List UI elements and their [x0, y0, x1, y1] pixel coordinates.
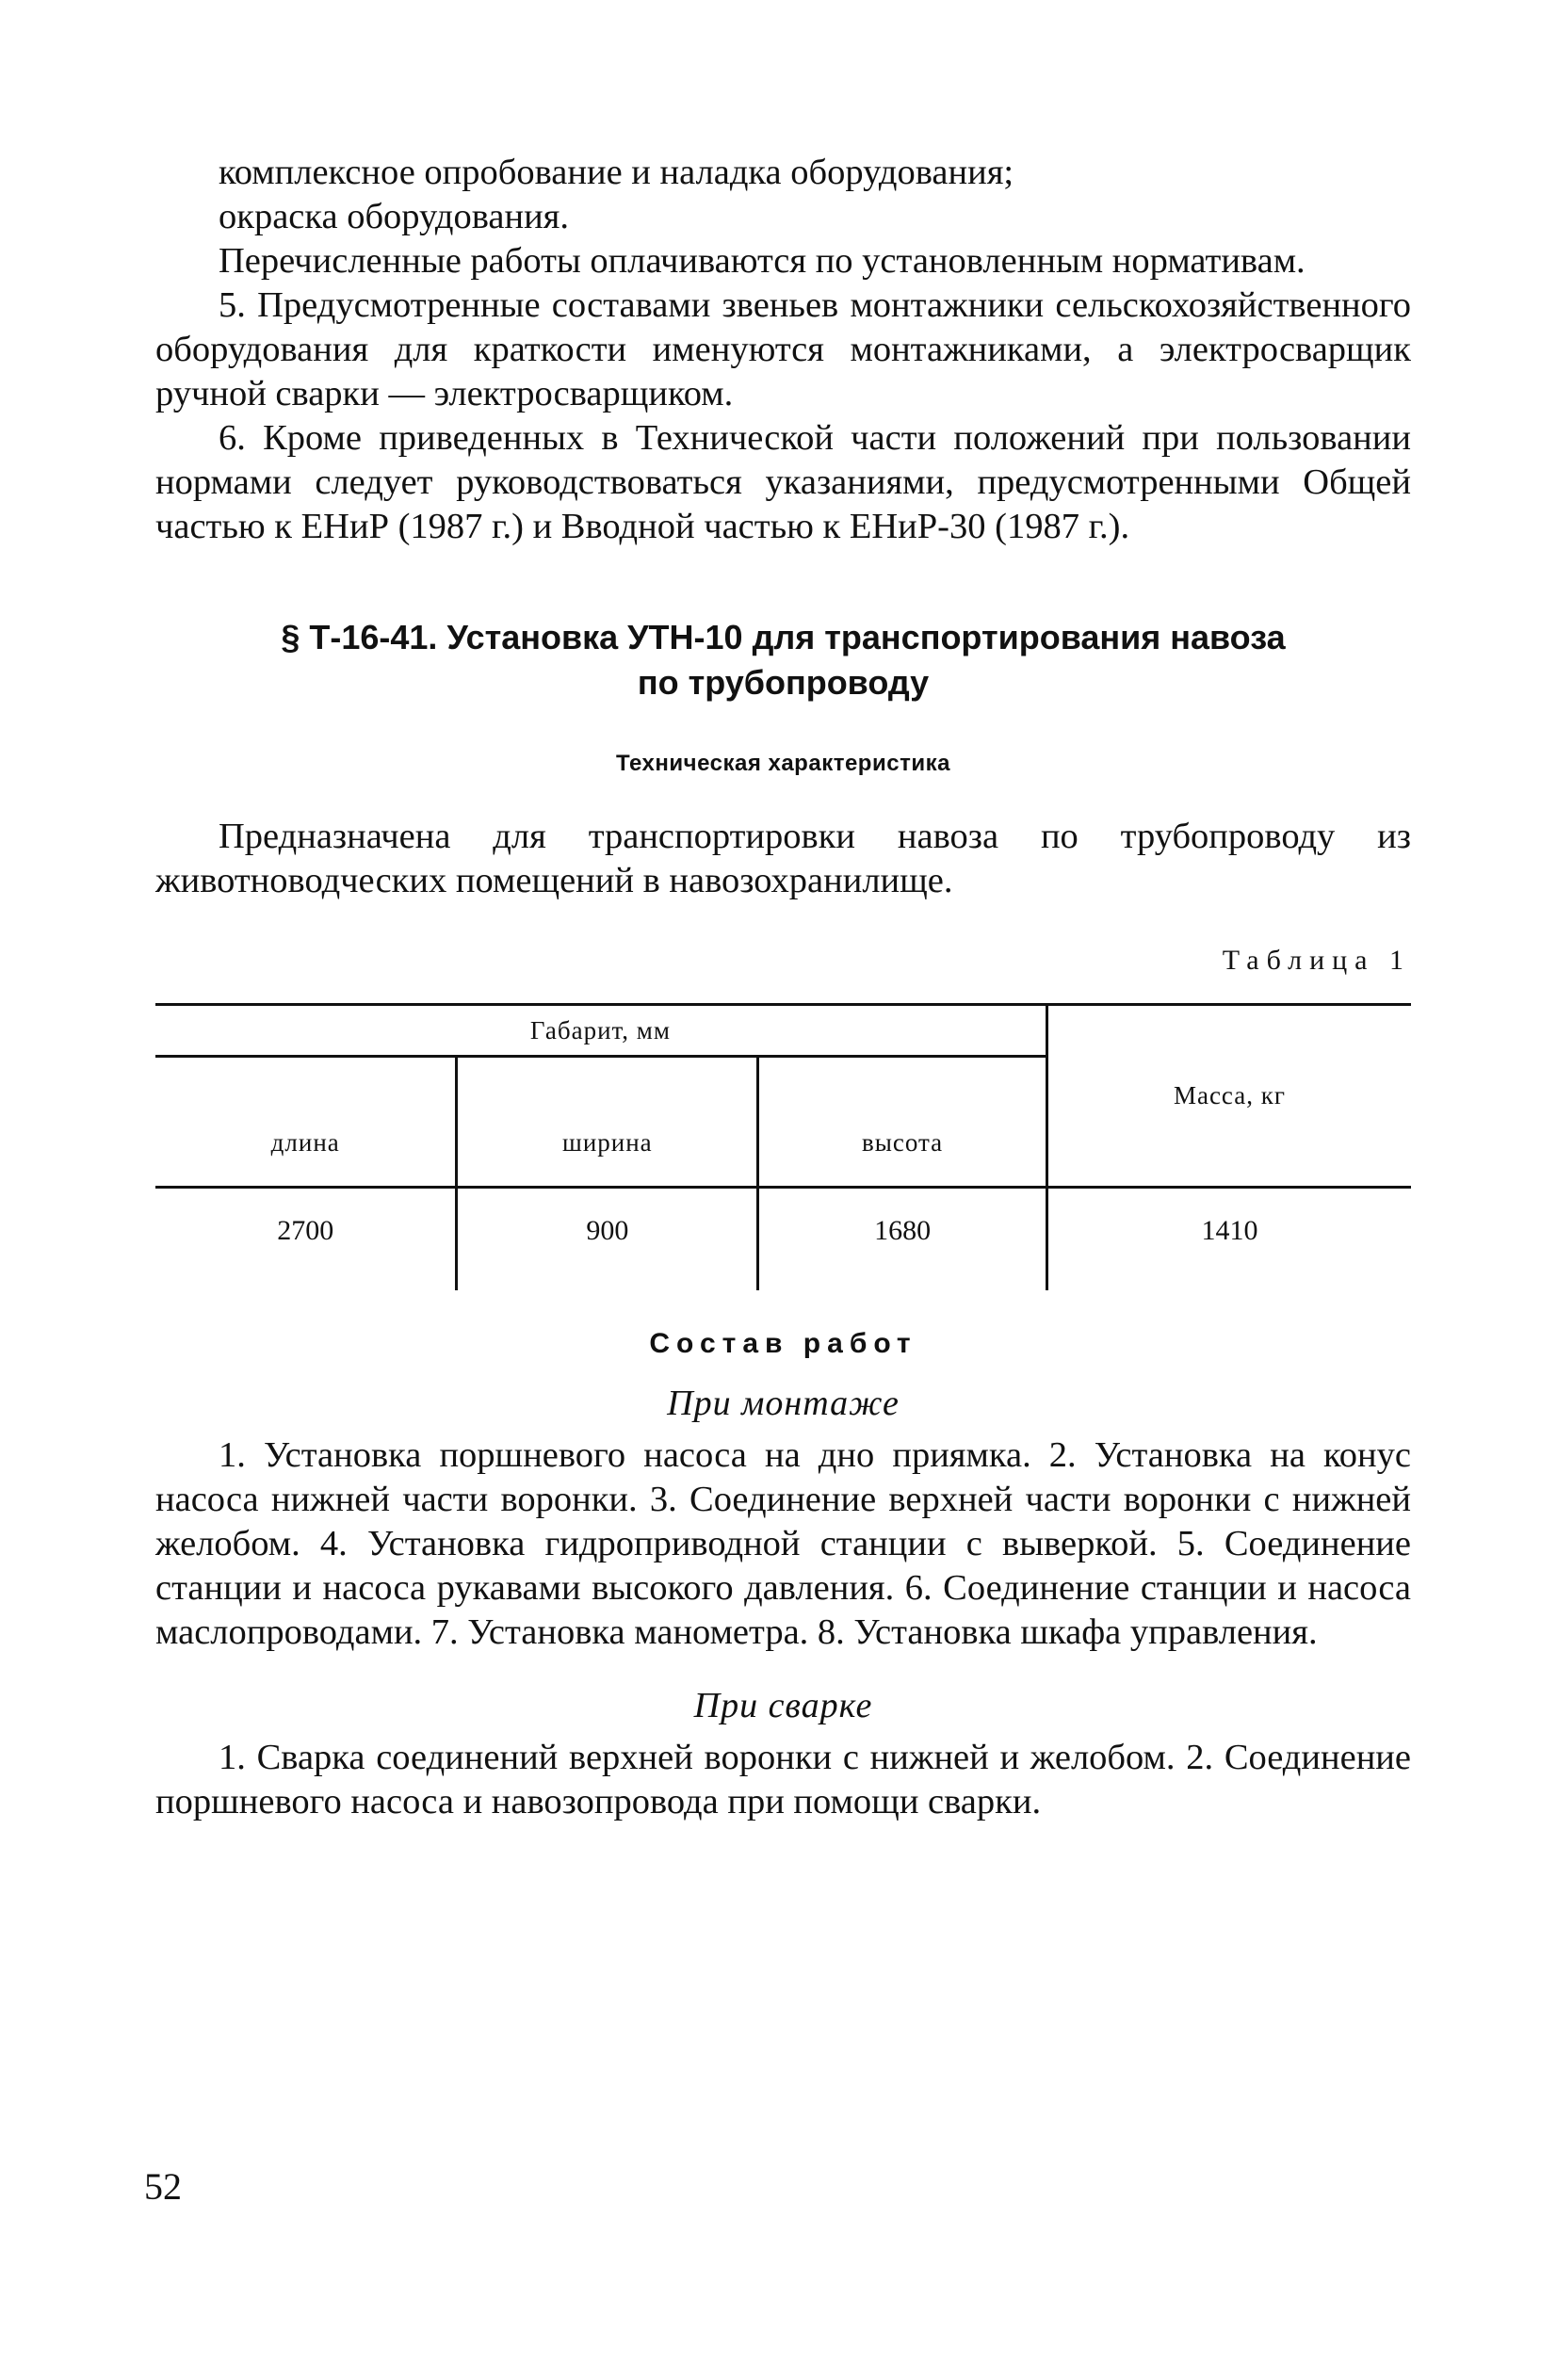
- mass-value: 1410: [1201, 1215, 1258, 1246]
- height-header: высота: [758, 1057, 1047, 1188]
- section-title-line-1: § Т-16-41. Установка УТН-10 для транспортирования навоза: [281, 618, 1286, 656]
- technical-characteristics-heading: Техническая характеристика: [616, 751, 950, 776]
- section-title-line-2: по трубопроводу: [637, 663, 930, 702]
- page-number: 52: [144, 2165, 182, 2208]
- assembly-heading: При монтаже: [667, 1384, 900, 1423]
- table-label: Таблица 1: [1222, 945, 1411, 976]
- length-header: длина: [155, 1057, 457, 1188]
- width-value: 900: [457, 1188, 758, 1291]
- intro-item-painting: окраска оборудования.: [219, 197, 570, 236]
- width-header: ширина: [457, 1057, 758, 1188]
- assembly-text: 1. Установка поршневого насоса на дно приямка. 2. Установка на конус насоса нижней части воронки. 3. Соединение верхней части воронки с нижней желобом. 4. Установка гидроприводной станции с выверкой. 5. Соединение станции и насоса рукавами высокого давления. 6. Соединение станции и насоса маслопроводами. 7. Установка манометра. 8. Установка шкафа управления.: [155, 1435, 1411, 1652]
- length-value: 2700: [155, 1188, 457, 1291]
- welding-heading: При сварке: [693, 1686, 873, 1725]
- mass-header: Масса, кг: [1046, 1005, 1411, 1188]
- page-content: [155, 151, 1411, 1824]
- intro-point-6: 6. Кроме приведенных в Технической части положений при пользовании нормами следует руководствоваться указаниями, предусмотренными Общей частью к ЕНиР (1987 г.) и Вводной частью к ЕНиР-30 (1987 г.).: [155, 418, 1411, 546]
- dimensions-group-header: Габарит, мм: [155, 1005, 1046, 1057]
- purpose-paragraph: Предназначена для транспортировки навоза по трубопроводу из животноводческих помещений в навозохранилище.: [155, 817, 1411, 900]
- intro-point-5: 5. Предусмотренные составами звеньев монтажники сельскохозяйственного оборудования для краткости именуются монтажниками, а электросварщик ручной сварки — электросварщиком.: [155, 285, 1411, 413]
- composition-title: Состав работ: [649, 1328, 917, 1359]
- table-row: [155, 1188, 1411, 1291]
- intro-paid-note: Перечисленные работы оплачиваются по установленным нормативам.: [219, 241, 1306, 281]
- welding-text: 1. Сварка соединений верхней воронки с нижней и желобом. 2. Соединение поршневого насоса и навозопровода при помощи сварки.: [155, 1738, 1411, 1821]
- intro-item-commissioning: комплексное опробование и наладка оборудования;: [219, 153, 1014, 192]
- height-value: 1680: [758, 1188, 1047, 1291]
- spec-table: [155, 1003, 1411, 1290]
- section-title: [155, 615, 1411, 705]
